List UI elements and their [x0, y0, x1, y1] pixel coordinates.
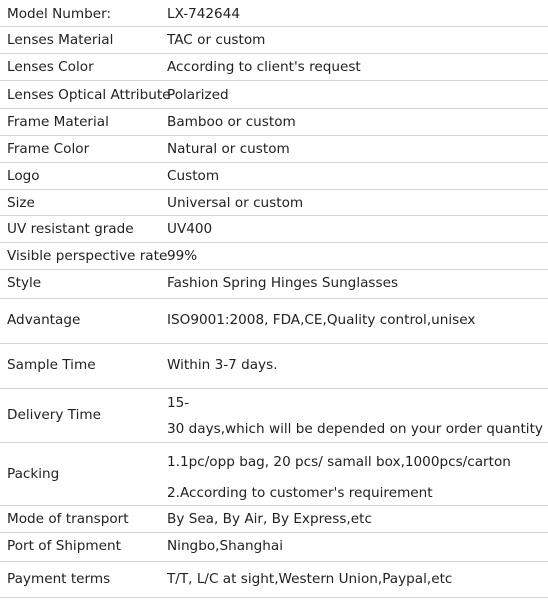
spec-row-delivery-time [0, 389, 548, 443]
spec-value: T/T, L/C at sight,Western Union,Paypal,etc [167, 571, 453, 587]
spec-row-sample-time [0, 344, 548, 389]
spec-value: Bamboo or custom [167, 114, 296, 130]
spec-label: UV resistant grade [7, 221, 134, 237]
spec-row-uv-grade [0, 216, 548, 243]
spec-label: Lenses Optical Attribute [7, 87, 171, 103]
spec-label: Mode of transport [7, 511, 129, 527]
spec-label: Logo [7, 168, 40, 184]
spec-label: Frame Color [7, 141, 90, 157]
spec-label: Packing [7, 466, 60, 482]
spec-value: LX-742644 [167, 6, 241, 22]
spec-value: By Sea, By Air, By Express,etc [167, 511, 372, 527]
spec-value: UV400 [167, 221, 213, 237]
spec-value-line: 15- [167, 395, 190, 411]
spec-row-payment-terms [0, 562, 548, 598]
spec-value-line: 1.1pc/opp bag, 20 pcs/ samall box,1000pcs/carton [167, 454, 511, 470]
spec-row-logo [0, 163, 548, 190]
spec-row-packing [0, 443, 548, 506]
spec-value: Polarized [167, 87, 229, 103]
spec-row-model-number [0, 0, 548, 27]
spec-row-style [0, 270, 548, 299]
spec-value: According to client's request [167, 59, 361, 75]
spec-label: Lenses Material [7, 32, 114, 48]
spec-value-line: 2.According to customer's requirement [167, 485, 433, 501]
spec-row-lenses-color [0, 54, 548, 81]
spec-row-frame-color [0, 136, 548, 163]
spec-row-mode-of-transport [0, 506, 548, 533]
spec-value: Within 3-7 days. [167, 357, 278, 373]
spec-label: Lenses Color [7, 59, 94, 75]
spec-value: Custom [167, 168, 220, 184]
spec-row-visible-perspective-rate [0, 243, 548, 270]
spec-value-line: 30 days,which will be depended on your order quantity [167, 421, 543, 437]
spec-label: Visible perspective rate [7, 248, 168, 264]
spec-value: Universal or custom [167, 195, 304, 211]
spec-value: 99% [167, 248, 198, 264]
spec-label: Payment terms [7, 571, 111, 587]
spec-row-size [0, 190, 548, 216]
spec-label: Size [7, 195, 35, 211]
spec-value: Fashion Spring Hinges Sunglasses [167, 275, 399, 291]
spec-label: Advantage [7, 312, 81, 328]
spec-label: Sample Time [7, 357, 96, 373]
spec-value: TAC or custom [167, 32, 266, 48]
spec-row-lenses-material [0, 27, 548, 54]
spec-label: Delivery Time [7, 407, 102, 423]
spec-label: Frame Material [7, 114, 109, 130]
spec-value: Ningbo,Shanghai [167, 538, 283, 554]
spec-row-lenses-optical-attribute [0, 81, 548, 109]
spec-row-frame-material [0, 109, 548, 136]
spec-label: Style [7, 275, 42, 291]
spec-label: Model Number: [7, 6, 112, 22]
spec-value: ISO9001:2008, FDA,CE,Quality control,unisex [167, 312, 476, 328]
spec-row-port-of-shipment [0, 533, 548, 562]
spec-label: Port of Shipment [7, 538, 121, 554]
spec-value: Natural or custom [167, 141, 290, 157]
spec-row-advantage [0, 299, 548, 344]
